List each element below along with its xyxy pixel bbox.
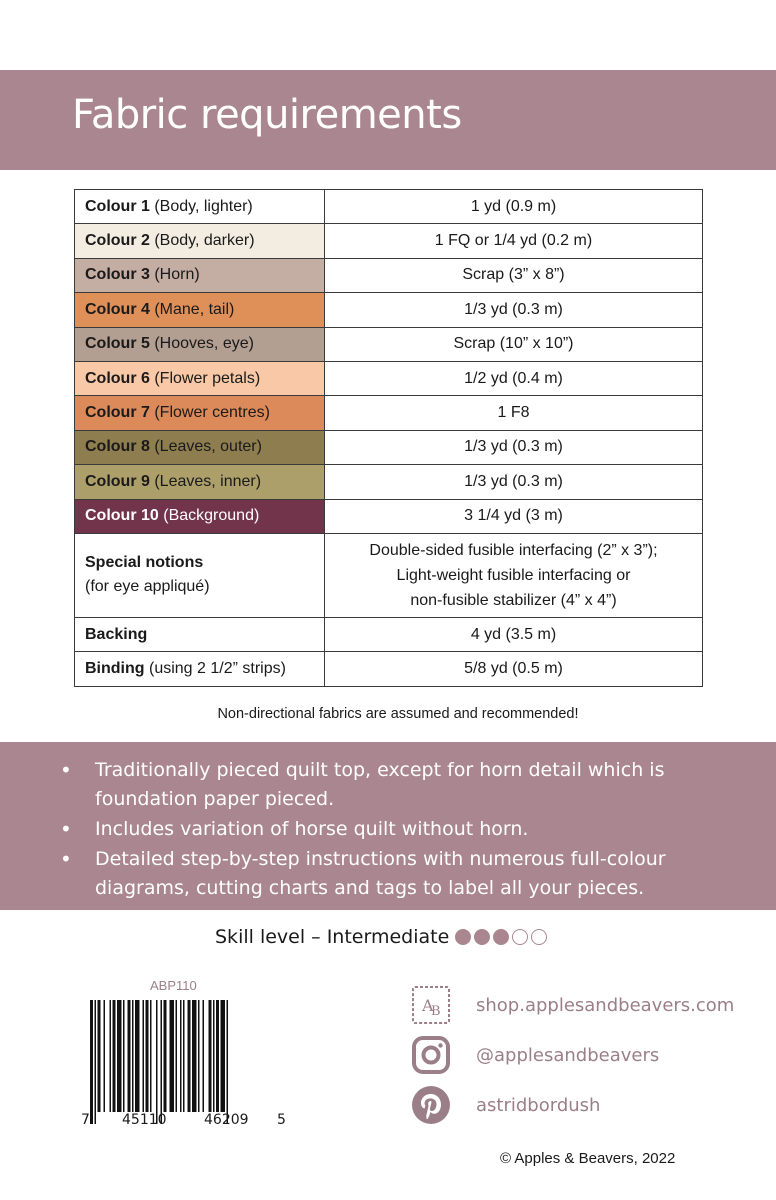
table-row-special-notions [75,533,703,617]
feature-item: • Includes variation of horse quilt without horn. [60,815,760,844]
skill-dot-filled [493,929,509,945]
shop-link[interactable] [410,980,734,1030]
product-sku: ABP110 [150,978,197,993]
skill-dot-empty [531,929,547,945]
skill-level-rating [455,929,547,945]
pinterest-link[interactable] [410,1080,734,1130]
instagram-icon [410,1034,452,1076]
colour-label: Colour 9 [85,472,150,490]
colour-amount: 1/3 yd (0.3 m) [325,293,703,327]
feature-item: • Detailed step-by-step instructions with numerous full-colour diagrams, cutting charts and tags to label all your pieces. [60,845,760,903]
colour-label: Colour 1 [85,197,150,215]
fabric-note: Non-directional fabrics are assumed and recommended! [217,706,579,722]
colour-amount: Scrap (3” x 8”) [325,258,703,292]
colour-desc: (Body, darker) [154,232,255,250]
table-row [75,224,703,258]
special-notions-line2: Light-weight fusible interfacing or [396,566,631,584]
colour-swatch-cell [75,190,325,224]
colour-desc: (Body, lighter) [154,197,253,215]
colour-swatch-cell [75,258,325,292]
colour-amount: 1 FQ or 1/4 yd (0.2 m) [325,224,703,258]
table-row-binding [75,652,703,686]
fabric-requirements-table [74,189,703,687]
colour-amount: 1/3 yd (0.3 m) [325,430,703,464]
binding-cell [75,652,325,686]
barcode-digits-left: 45110 [122,1112,167,1128]
colour-desc: (Background) [163,507,260,525]
features-list [60,756,760,904]
colour-swatch-cell [75,396,325,430]
special-notions-cell [75,533,325,617]
header-band [0,70,776,170]
table-row [75,361,703,395]
page-title: Fabric requirements [72,92,462,138]
table-row [75,465,703,499]
colour-label: Colour 4 [85,300,150,318]
colour-swatch-cell [75,361,325,395]
colour-label: Colour 10 [85,507,159,525]
colour-label: Colour 2 [85,232,150,250]
colour-desc: (Flower petals) [154,369,261,387]
backing-cell [75,617,325,651]
table-row [75,396,703,430]
backing-amount: 4 yd (3.5 m) [325,617,703,651]
colour-desc: (Flower centres) [154,404,270,422]
skill-dot-filled [474,929,490,945]
colour-swatch-cell [75,499,325,533]
binding-amount: 5/8 yd (0.5 m) [325,652,703,686]
table-row [75,258,703,292]
feature-item: • Traditionally pieced quilt top, except for horn detail which is foundation paper pieced. [60,756,760,814]
table-row [75,327,703,361]
barcode-digit-trail: 5 [277,1112,286,1128]
colour-swatch-cell [75,430,325,464]
skill-dot-empty [512,929,528,945]
shop-url: shop.applesandbeavers.com [476,994,735,1016]
colour-amount: Scrap (10” x 10”) [325,327,703,361]
pinterest-icon [410,1084,452,1126]
shop-logo-icon [410,984,452,1026]
special-notions-desc: (for eye appliqué) [85,578,210,596]
special-notions-amount [325,533,703,617]
instagram-link[interactable] [410,1030,734,1080]
skill-level [215,926,547,948]
colour-amount: 1/2 yd (0.4 m) [325,361,703,395]
colour-amount: 3 1/4 yd (3 m) [325,499,703,533]
colour-desc: (Leaves, outer) [154,438,262,456]
table-row [75,499,703,533]
colour-desc: (Mane, tail) [154,300,235,318]
table-row [75,190,703,224]
barcode-digits-right: 46209 [204,1112,249,1128]
colour-label: Colour 8 [85,438,150,456]
special-notions-label: Special notions [85,554,204,572]
table-row [75,293,703,327]
pinterest-handle: astridbordush [476,1094,601,1116]
colour-amount: 1 yd (0.9 m) [325,190,703,224]
colour-label: Colour 7 [85,404,150,422]
skill-level-text: Skill level – Intermediate [215,926,450,948]
backing-label: Backing [85,625,148,643]
copyright: © Apples & Beavers, 2022 [500,1150,676,1167]
colour-desc: (Hooves, eye) [154,335,254,353]
colour-amount: 1/3 yd (0.3 m) [325,465,703,499]
features-band [0,742,776,910]
binding-desc: (using 2 1/2” strips) [149,659,286,677]
colour-swatch-cell [75,327,325,361]
barcode-digit-lead: 7 [81,1112,90,1128]
colour-swatch-cell [75,224,325,258]
colour-swatch-cell [75,465,325,499]
colour-amount: 1 F8 [325,396,703,430]
table-row-backing [75,617,703,651]
special-notions-line3: non-fusible stabilizer (4” x 4”) [410,591,617,609]
instagram-handle: @applesandbeavers [476,1044,660,1066]
binding-label: Binding [85,659,145,677]
colour-desc: (Leaves, inner) [154,472,262,490]
colour-swatch-cell [75,293,325,327]
colour-label: Colour 5 [85,335,150,353]
colour-desc: (Horn) [154,266,200,284]
special-notions-line1: Double-sided fusible interfacing (2” x 3”); [369,541,658,559]
colour-label: Colour 3 [85,266,150,284]
social-links [410,980,734,1130]
colour-label: Colour 6 [85,369,150,387]
barcode-icon [80,998,276,1128]
skill-dot-filled [455,929,471,945]
svg-text:A: A [422,996,434,1015]
svg-text:B: B [431,1004,441,1019]
table-row [75,430,703,464]
